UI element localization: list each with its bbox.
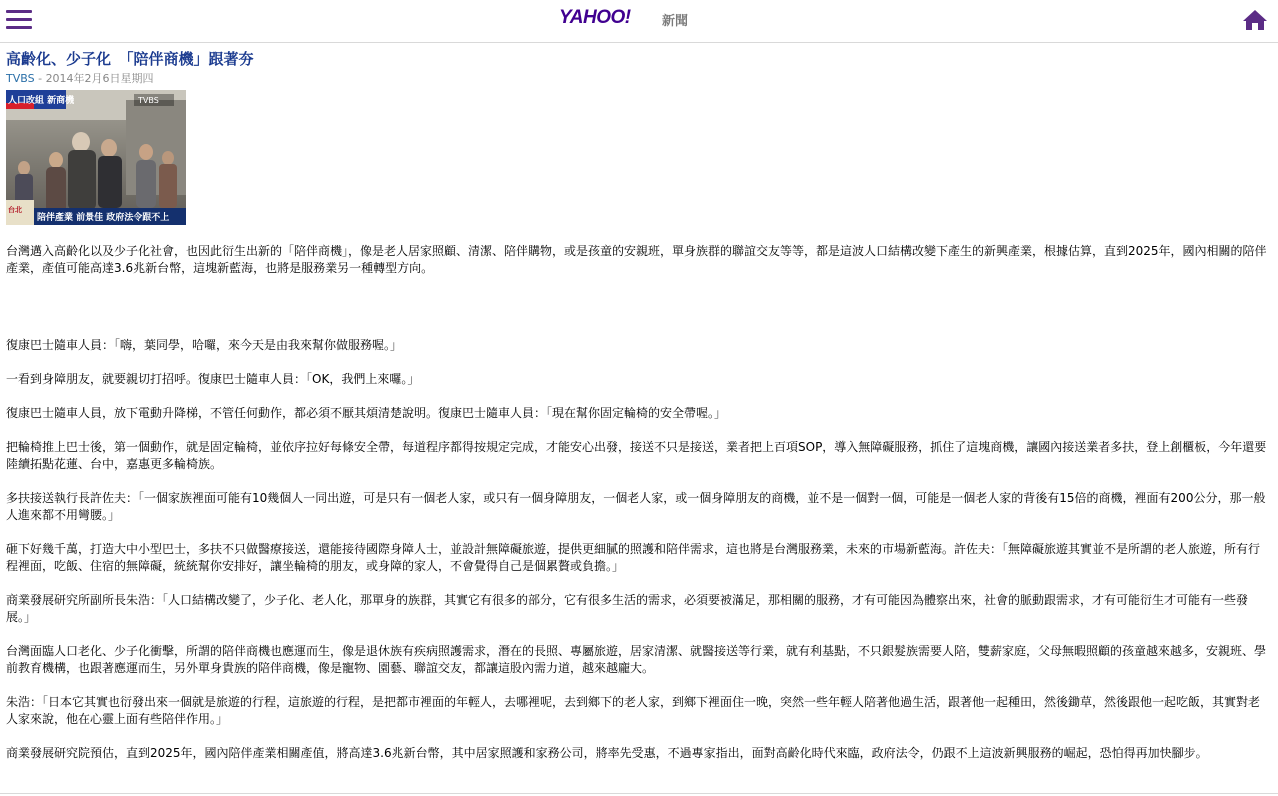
article-paragraph: 台灣面臨人口老化、少子化衝擊，所謂的陪伴商機也應運而生，像是退休族有疾病照護需求，潛在的長照、專屬旅遊，居家清潔、就醫接送等行業，就有利基點，不只銀髮族需要人陪，雙薪家庭，父母無暇照顧的孩童越來越多，安親班、學前教育機構，也跟著應運而生，另外單身貴族的陪伴商機，像是寵物、園藝、聯誼交友，都讓這股內需力道，越來越龐大。	[6, 644, 1267, 675]
article-paragraph: 商業發展研究院預估，直到2025年，國內陪伴產業相關產值，將高達3.6兆新台幣，其中居家照護和家務公司，將率先受惠，不過專家指出，面對高齡化時代來臨，政府法令，仍跟不上這波新興服務的崛起，恐怕得再加快腳步。	[6, 746, 1208, 760]
top-navigation-bar	[0, 0, 1278, 43]
article-paragraph: 台灣邁入高齡化以及少子化社會，也因此衍生出新的「陪伴商機」，像是老人居家照顧、清潔、陪伴購物，或是孩童的安親班，單身族群的聯誼交友等等，都是這波人口結構改變下產生的新興產業，根據估算，直到2025年，國內相關的陪伴產業，產值可能高達3.6兆新台幣，這塊新藍海，也將是服務業另一種轉型方向。	[6, 244, 1267, 275]
article-paragraph: 朱浩：「日本它其實也衍發出來一個就是旅遊的行程，這旅遊的行程，是把都市裡面的年輕人，去哪裡呢，去到鄉下的老人家，到鄉下裡面住一晚，突然一些年輕人陪著他過生活，跟著他一起種田，然後鋤草，然後跟他一起吃飯，其實對老人家來說，他在心靈上面有些陪伴作用。」	[6, 695, 1261, 726]
article-image[interactable]	[6, 90, 186, 225]
article-headline[interactable]: 高齡化、少子化 「陪伴商機」跟著夯	[6, 50, 254, 68]
hamburger-menu-icon[interactable]	[6, 10, 32, 30]
article-paragraph: 把輪椅推上巴士後，第一個動作，就是固定輪椅，並依序拉好每條安全帶，每道程序都得按規定完成，才能安心出發，接送不只是接送，業者把上百項SOP，導入無障礙服務，抓住了這塊商機，讓國內接送業者多扶，登上創櫃板，今年還要陸續拓點花蓮、台中，嘉惠更多輪椅族。	[6, 440, 1267, 471]
home-icon[interactable]	[1242, 8, 1268, 32]
article-paragraph: 一看到身障朋友，就要親切打招呼。復康巴士隨車人員：「OK，我們上來囉。」	[6, 372, 420, 386]
meta-separator: -	[34, 72, 46, 85]
article-paragraph: 商業發展研究所副所長朱浩：「人口結構改變了，少子化、老人化，那單身的族群，其實它有很多的部分，它有很多生活的需求，必須要被滿足，那相關的服務，才有可能因為體察出來，社會的脈動跟需求，才有可能衍生才可能有一些發展。」	[6, 593, 1249, 624]
article-paragraph: 多扶接送執行長許佐夫：「一個家族裡面可能有10幾個人一同出遊，可是只有一個老人家，或只有一個身障朋友，一個老人家，或一個身障朋友的商機，並不是一個對一個，可能是一個老人家的背後有15倍的商機，裡面有200公分，那一般人進來都不用彎腰。」	[6, 491, 1266, 522]
article-paragraph: 砸下好幾千萬，打造大中小型巴士，多扶不只做醫療接送，還能接待國際身障人士，並設計無障礙旅遊，提供更細膩的照護和陪伴需求，這也將是台灣服務業，未來的市場新藍海。許佐夫：「無障礙旅遊其實並不是所謂的老人旅遊，所有行程裡面，吃飯、住宿的無障礙，統統幫你安排好，讓坐輪椅的朋友，或身障的家人，不會覺得自己是個累贅或負擔。」	[6, 542, 1261, 573]
article-source[interactable]: TVBS	[6, 72, 35, 85]
section-title[interactable]: 新聞	[662, 14, 689, 29]
image-caption-bar: 陪伴產業 前景佳 政府法令跟不上	[37, 213, 170, 223]
image-top-label: 人口改組 新商機	[8, 96, 75, 106]
image-location-label: 台北	[8, 206, 22, 214]
yahoo-logo[interactable]: YAHOO!	[559, 7, 631, 28]
article-date: 2014年2月6日星期四	[45, 72, 154, 85]
bottom-divider	[0, 793, 1278, 794]
article-paragraph: 復康巴士隨車人員：「嗨，葉同學，哈囉，來今天是由我來幫你做服務喔。」	[6, 338, 403, 352]
article-paragraph: 復康巴士隨車人員，放下電動升降梯，不管任何動作，都必須不厭其煩清楚說明。復康巴士隨車人員：「現在幫你固定輪椅的安全帶喔。」	[6, 406, 727, 420]
tv-logo: TVBS	[138, 96, 159, 105]
article	[0, 43, 1278, 762]
paragraph-spacer	[6, 294, 1270, 337]
article-body	[6, 243, 1270, 762]
article-meta	[6, 72, 1270, 86]
